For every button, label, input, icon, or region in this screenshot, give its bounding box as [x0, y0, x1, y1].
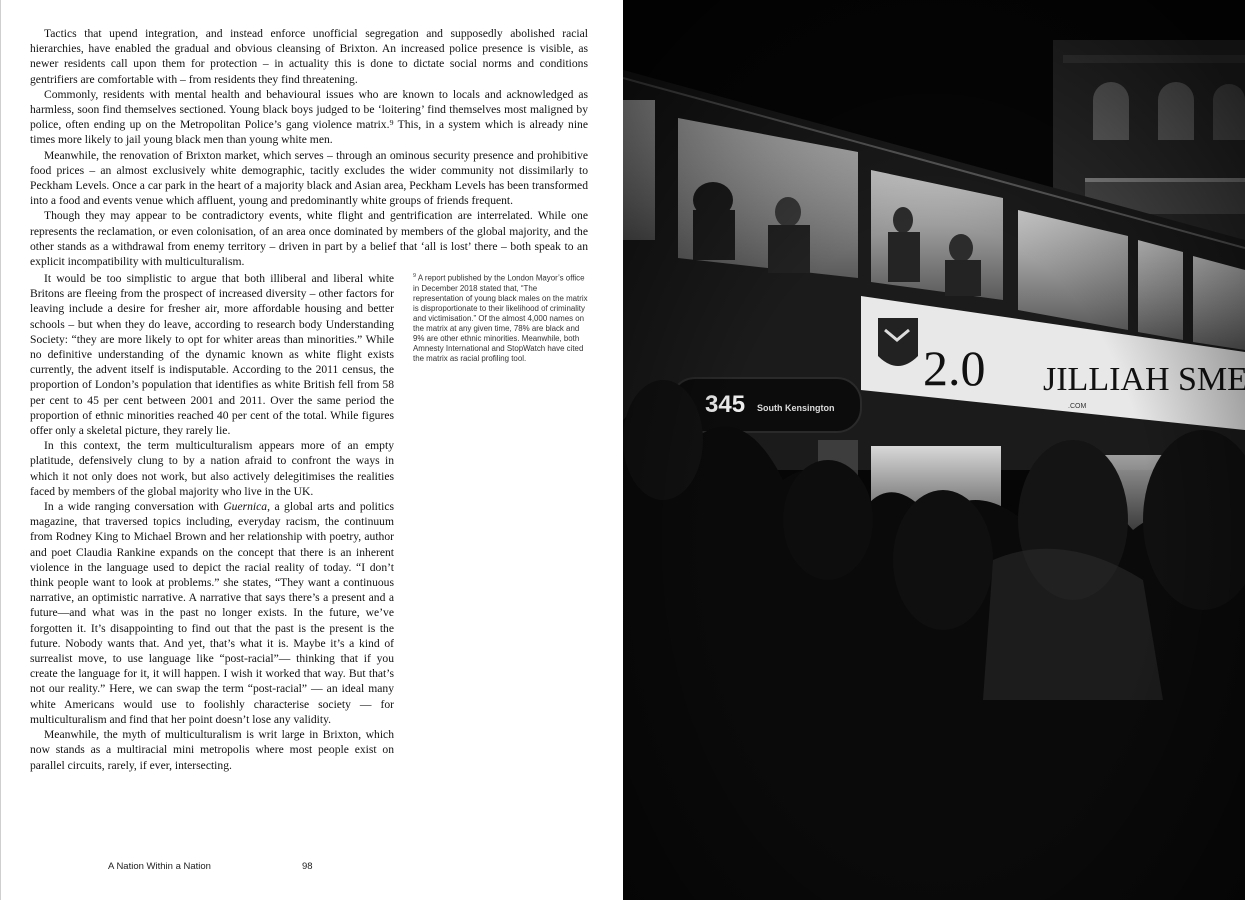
page-edge [0, 0, 1, 900]
article-text-narrow-column [30, 271, 394, 773]
paragraph: Though they may appear to be contradictory events, white flight and gentrification are interrelated. While one represents the reclamation, or even colonisation, of an area once dominated by members of the global majority, and the other stands as a withdrawal from enemy territory – driven in part by a belief that ‘all is lost’ there – both speak to an explicit incompatibility with multiculturalism. [30, 209, 588, 269]
footnote-marker: 9 [413, 273, 417, 279]
paragraph: It would be too simplistic to argue that both illiberal and liberal white Britons are fleeing from the prospect of increased diversity – other factors for leaving include a desire for fresher air, more affordable housing and better schools – but when they do leave, according to research body Understanding Society: “they are more likely to opt for whiter areas than minorities.” While no definitive understanding of the dynamic known as white flight exists currently, the advent itself is indisputable. According to the 2011 census, the proportion of London’s population that identifies as white British fell from 58 per cent to 45 per cent between 2001 and 2011. Over the same period the proportion of ethnic minorities reached 40 per cent of the total. While figures offer only a skeletal picture, they rarely lie. [30, 272, 394, 438]
page-number: 98 [302, 861, 313, 872]
paragraph: Commonly, residents with mental health and behavioural issues who are known to locals and acknowledged as harmless, soon find themselves sectioned. Young black boys judged to be ‘loitering’ find themselves most maligned by police, often ending up on the Metropolitan Police’s gang violence matrix.⁹ This, in a system which is already nine times more likely to jail young black men than young white men. [30, 87, 588, 147]
photo-illustration [623, 0, 1245, 900]
paragraph: In this context, the term multiculturalism appears more of an empty platitude, defensively clung to by a nation afraid to confront the ways in which it not only does not work, but also actively delegitimises the realities faced by members of the global majority who live in the UK. [30, 439, 394, 498]
paragraph: Meanwhile, the myth of multiculturalism is writ large in Brixton, which now stands as a multiracial mini metropolis where most people exist on parallel circuits, rarely, if ever, intersecting. [30, 728, 394, 772]
paragraph-guernica: In a wide ranging conversation with Guernica, a global arts and politics magazine, that traversed topics including, everyday racism, the continuum from Rodney King to Michael Brown and her relationship with poetry, author and poet Claudia Rankine expands on the concept that there is an inherent violence in the language used to depict the racial reality of today. “I don’t think people want to look at problems.” she states, “They want a continuous narrative, an optimistic narrative. A narrative that says there’s a present and a future—and what was in the past no longer exists. In the future, we’ve forgotten it. It’s disappointing to find out that the past is the present is the future. Nobody wants that. And yet, that’s what it is. Maybe it’s a kind of surrealist move, to use language like “post-racial”— thinking that if you create the language for it, it will happen. I wish it worked that way. But that’s not our reality.” Here, we can swap the term “post-racial” — an ideal many white Americans would use to foolishly characterise society — for multiculturalism and find that her point doesn’t lose any validity. [30, 500, 394, 726]
footnote [413, 271, 589, 364]
running-footer-title: A Nation Within a Nation [108, 861, 211, 872]
paragraph: Meanwhile, the renovation of Brixton market, which serves – through an ominous security presence and prohibitive food prices – an almost exclusively white demographic, tacitly excludes the wider community not dissimilarly to Peckham Levels. Once a car park in the heart of a majority black and Asian area, Peckham Levels has been transformed into a food and events venue which affluent, young and predominantly white groups of friends frequent. [30, 148, 588, 208]
magazine-title: Guernica [223, 500, 268, 514]
paragraph: Tactics that upend integration, and instead enforce unofficial segregation and supposedly abolished racial hierarchies, have enabled the gradual and obvious cleansing of Brixton. An increased police presence is visible, as newer residents call upon them for protection – in actuality this is done to dictate social norms and conditions gentrifiers are comfortable with – from residents they find threatening. [30, 27, 588, 86]
article-text-full-width [30, 26, 588, 269]
bus-night-photograph [623, 0, 1245, 900]
footnote-text: A report published by the London Mayor’s office in December 2018 stated that, “The representation of young black males on the matrix is disproportionate to their likelihood of criminality and victimisation.” Of the almost 4,000 names on the matrix at any given time, 78% are black and 9% are other ethnic minorities. Meanwhile, both Amnesty International and StopWatch have cited the matrix as racial profiling tool. [413, 273, 588, 364]
